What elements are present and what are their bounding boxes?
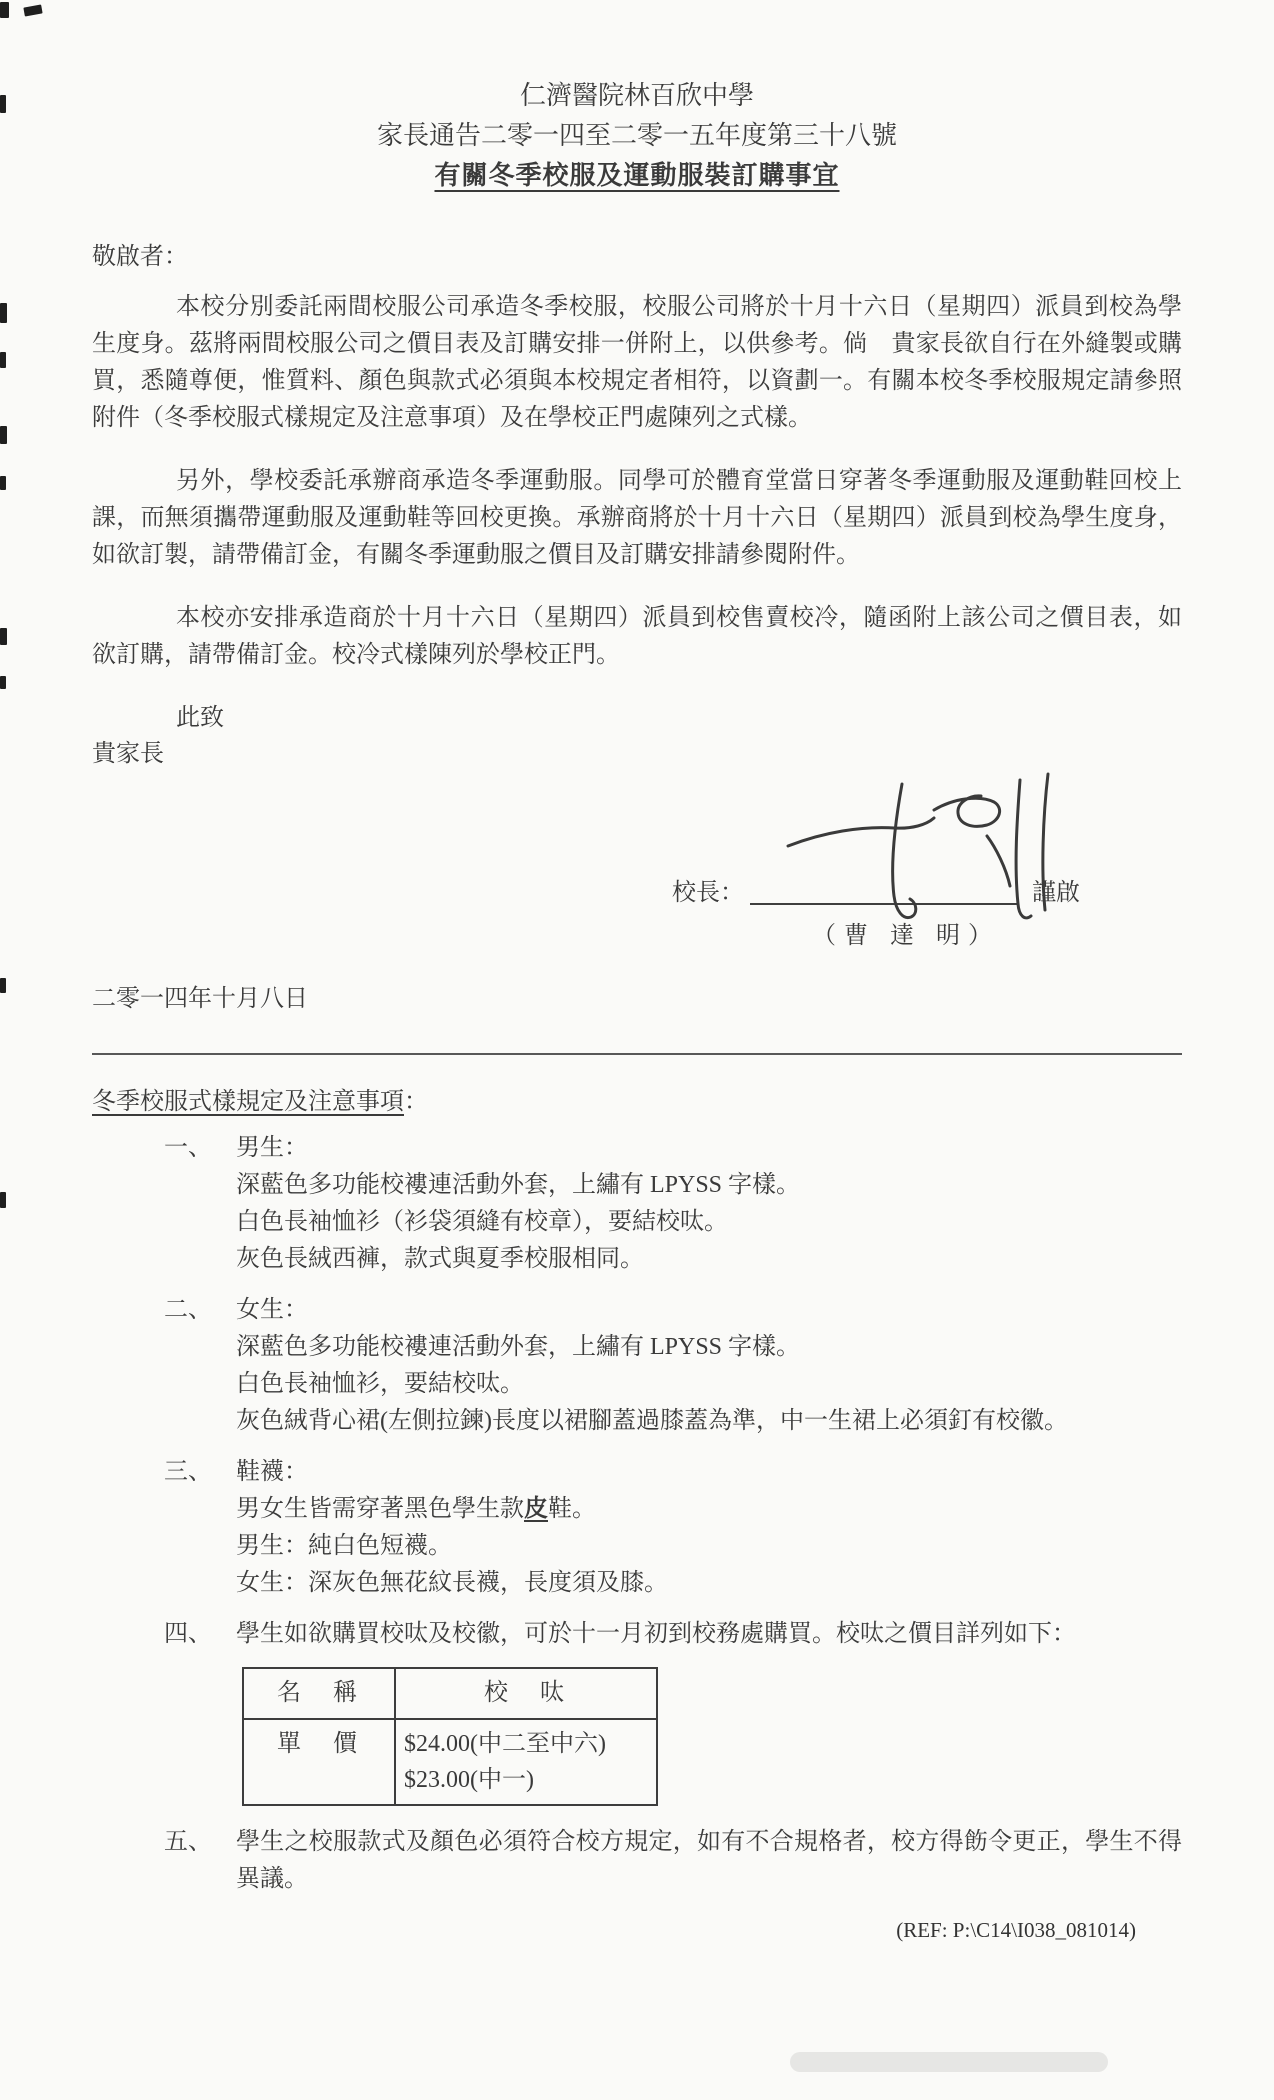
paragraph-uniform-order: 本校分別委託兩間校服公司承造冬季校服，校服公司將於十月十六日（星期四）派員到校為學生度身。茲將兩間校服公司之價目表及訂購安排一併附上，以供參考。倘 貴家長欲自行在外縫製或購買，悉隨尊便，惟質料、顏色與款式必須與本校規定者相符，以資劃一。有關本校冬季校服規定請參照附件（冬季校服式樣規定及注意事項）及在學校正門處陳列之式樣。 — [92, 294, 1182, 431]
rule-line: 學生如欲購買校呔及校徽，可於十一月初到校務處購買。校呔之價目詳列如下： — [236, 1621, 1076, 1647]
item-number: 四、 — [164, 1621, 212, 1647]
rule-line: 灰色長絨西褲，款式與夏季校服相同。 — [236, 1246, 644, 1272]
item-heading: 女生： — [236, 1297, 308, 1323]
rule-item-tie-badge — [164, 1616, 1182, 1810]
scan-artifact — [0, 303, 7, 323]
item-body — [236, 1824, 1182, 1898]
rule-item-shoes-socks — [164, 1454, 1182, 1602]
notice-subject: 有關冬季校服及運動服裝訂購事宜 — [434, 161, 840, 190]
table-cell-unit-price: 單 價 — [243, 1719, 395, 1805]
rule-line: 男生：純白色短襪。 — [236, 1533, 452, 1559]
attachment-title — [92, 1081, 1182, 1116]
scan-artifact — [0, 426, 7, 444]
table-cell-prices — [395, 1719, 657, 1805]
attachment-title-colon: ： — [404, 1089, 428, 1115]
item-number: 一、 — [164, 1135, 212, 1161]
scan-artifact — [0, 1192, 6, 1208]
closing-addressee: 貴家長 — [92, 741, 164, 767]
signature-suffix: 謹啟 — [1032, 880, 1080, 906]
rule-line: 白色長袖恤衫（衫袋須縫有校章），要結校呔。 — [236, 1209, 728, 1235]
scan-artifact — [0, 476, 6, 490]
table-row — [243, 1719, 657, 1805]
price-line: $24.00(中二至中六) — [404, 1731, 606, 1757]
item-heading: 男生： — [236, 1135, 308, 1161]
attachment-title-text: 冬季校服式樣規定及注意事項 — [92, 1089, 404, 1115]
rule-line: 女生：深灰色無花紋長襪，長度須及膝。 — [236, 1570, 668, 1596]
paragraph-sweater: 本校亦安排承造商於十月十六日（星期四）派員到校售賣校冷，隨函附上該公司之價目表，如欲訂購，請帶備訂金。校冷式樣陳列於學校正門。 — [92, 605, 1182, 668]
signature-line — [750, 881, 1018, 905]
rule-line: 學生之校服款式及顏色必須符合校方規定，如有不合規格者，校方得飭令更正，學生不得異議。 — [236, 1829, 1182, 1892]
rule-line: 深藍色多功能校褸連活動外套，上繡有 LPYSS 字樣。 — [236, 1172, 801, 1198]
rule-line: 灰色絨背心裙(左側拉鍊)長度以裙腳蓋過膝蓋為準，中一生裙上必須釘有校徽。 — [236, 1408, 1068, 1434]
item-number: 二、 — [164, 1297, 212, 1323]
rule-line — [236, 1491, 1182, 1528]
scan-artifact — [23, 5, 42, 17]
paragraph-sportswear: 另外，學校委託承辦商承造冬季運動服。同學可於體育堂當日穿著冬季運動服及運動鞋回校上課，而無須攜帶運動服及運動鞋等回校更換。承辦商將於十月十六日（星期四）派員到校為學生度身，如欲訂製，請帶備訂金，有關冬季運動服之價目及訂購安排請參閱附件。 — [92, 468, 1182, 568]
table-header-row — [243, 1668, 657, 1719]
price-line: $23.00(中一) — [404, 1767, 534, 1793]
salutation: 敬啟者： — [92, 244, 188, 270]
item-body — [236, 1616, 1182, 1810]
rule-line: 深藍色多功能校褸連活動外套，上繡有 LPYSS 字樣。 — [236, 1334, 801, 1360]
table-header-tie: 校 呔 — [395, 1668, 657, 1719]
closing-phrase: 此致 — [176, 705, 224, 731]
scan-artifact — [0, 628, 7, 645]
signature-block — [672, 872, 1182, 949]
table-header-name: 名 稱 — [243, 1668, 395, 1719]
rule-item-boys — [164, 1130, 1182, 1278]
rule-line-emphasis: 皮 — [524, 1496, 548, 1522]
document-header — [92, 76, 1182, 196]
item-body — [236, 1292, 1182, 1440]
principal-label: 校長： — [672, 880, 744, 906]
scan-artifact — [0, 95, 6, 113]
rule-line-pre: 男女生皆需穿著黑色學生款 — [236, 1496, 524, 1522]
signature-row — [672, 872, 1182, 907]
scan-artifact — [0, 352, 6, 368]
rule-line-post: 鞋。 — [548, 1496, 596, 1522]
rule-list — [92, 1130, 1182, 1898]
item-body — [236, 1130, 1182, 1278]
notice-number: 家長通告二零一四至二零一五年度第三十八號 — [376, 121, 897, 150]
principal-name: （曹 達 明） — [812, 923, 1000, 949]
principal-signature — [782, 768, 1092, 933]
item-heading: 鞋襪： — [236, 1459, 308, 1485]
rule-item-girls — [164, 1292, 1182, 1440]
notice-date: 二零一四年十月八日 — [92, 986, 308, 1012]
tie-price-table — [242, 1667, 658, 1806]
school-name: 仁濟醫院林百欣中學 — [519, 81, 754, 110]
section-divider — [92, 1053, 1182, 1055]
scan-smudge — [790, 2052, 1108, 2072]
rule-line: 白色長袖恤衫，要結校呔。 — [236, 1371, 524, 1397]
scan-artifact — [0, 676, 6, 689]
item-number: 五、 — [164, 1829, 212, 1855]
scan-artifact — [0, 2, 9, 18]
scan-artifact — [0, 978, 6, 993]
item-body — [236, 1454, 1182, 1602]
rule-item-compliance — [164, 1824, 1182, 1898]
item-number: 三、 — [164, 1459, 212, 1485]
reference-code: (REF: P:\C14\I038_081014) — [896, 1918, 1136, 1942]
